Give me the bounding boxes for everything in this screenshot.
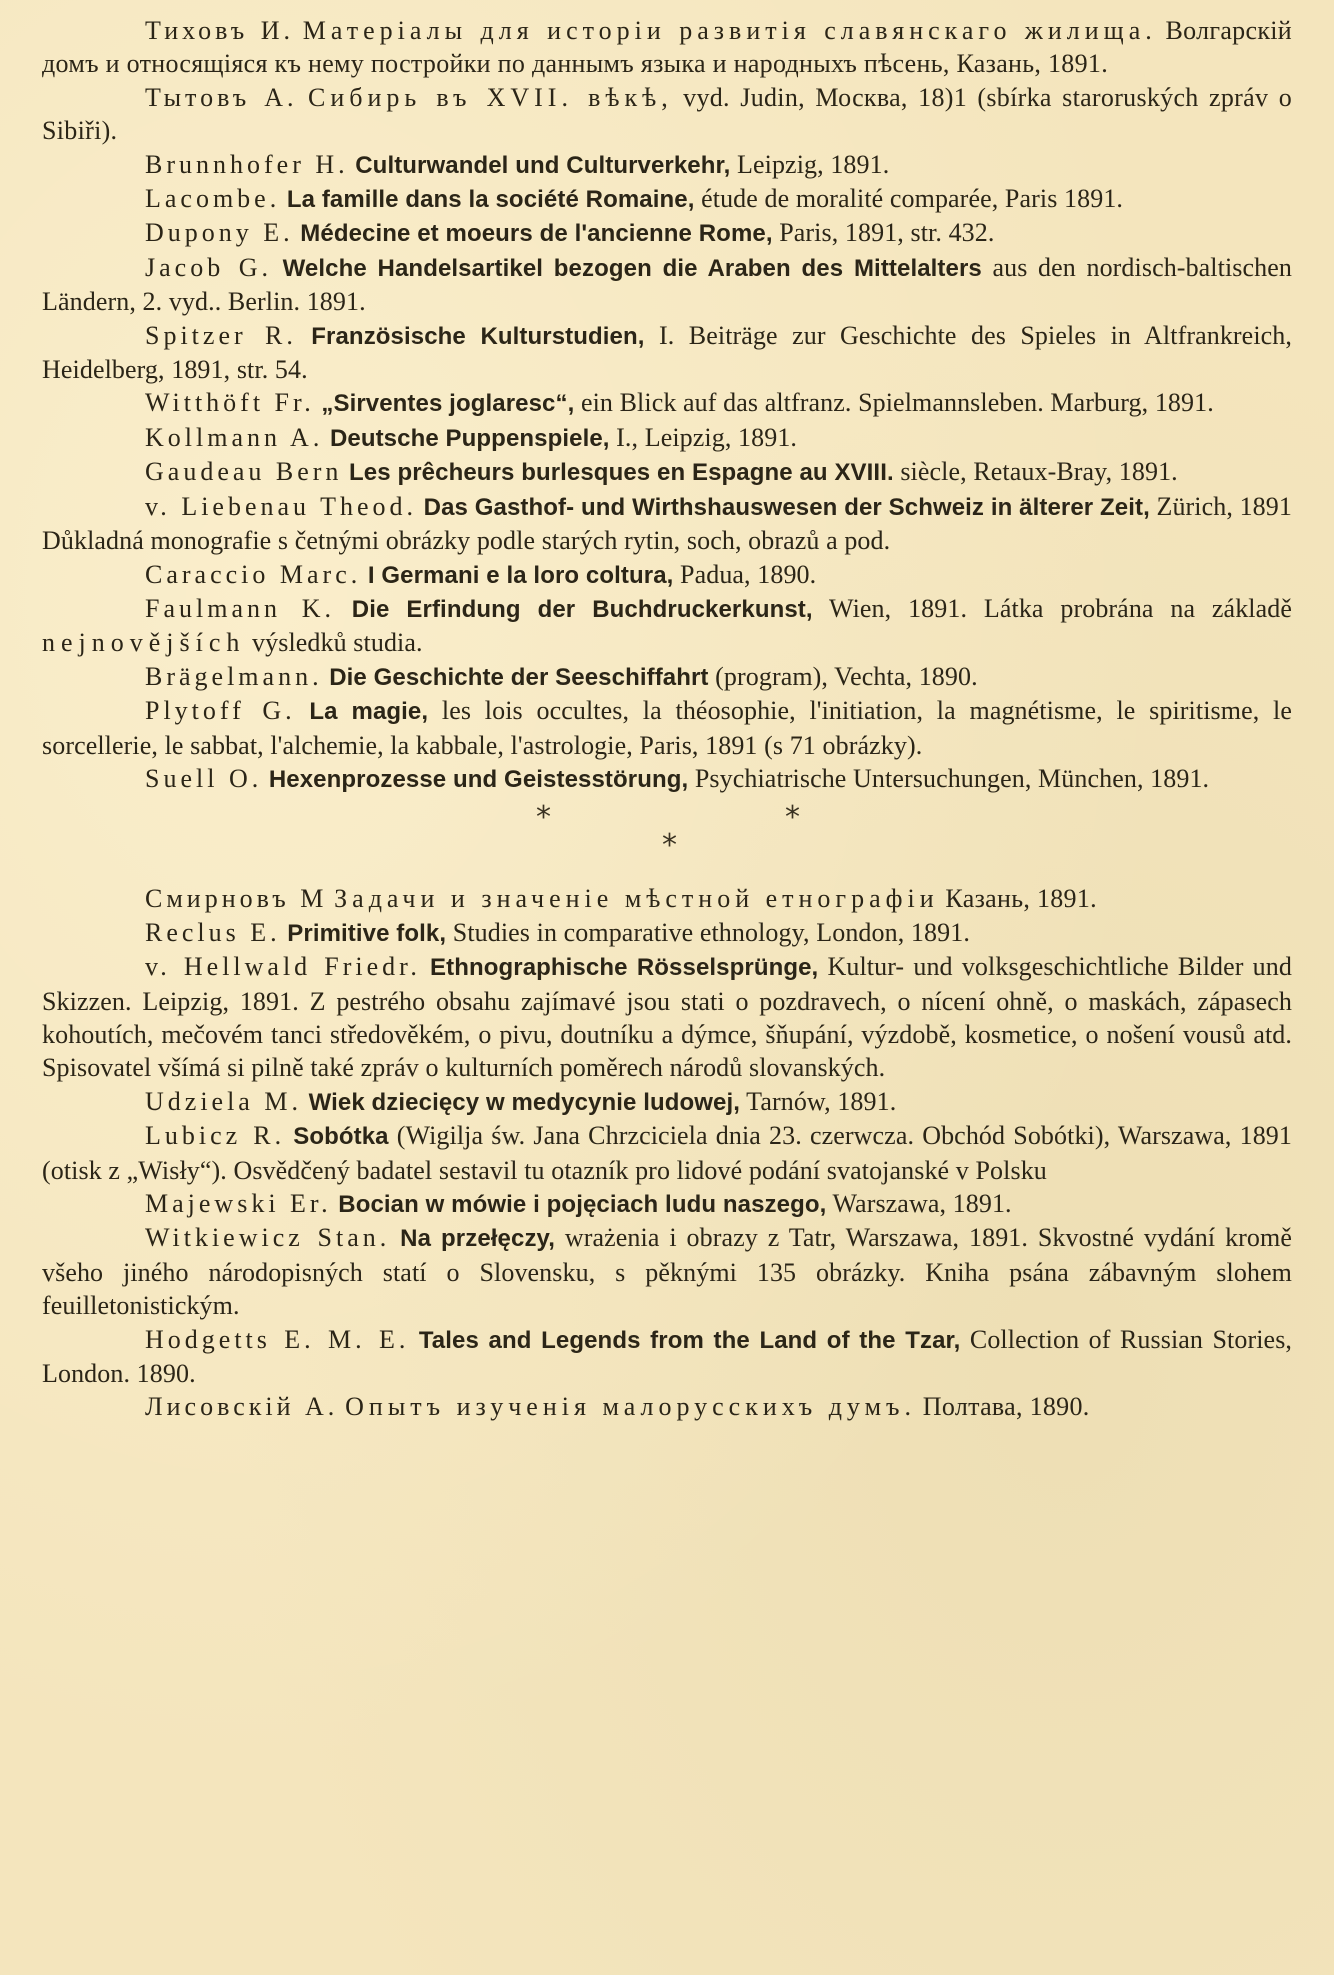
entry-author: Тиховъ И. bbox=[145, 16, 294, 45]
entry-title: Die Geschichte der Seeschiffahrt bbox=[329, 663, 709, 691]
entry-title: Сибирь въ XVII. вѣкѣ, bbox=[308, 82, 673, 112]
entry-details: (Wigilja św. Jana Chrzciciela dnia 23. czerwcza. Obchód Sobótki), Warszawa, 1891 (otisk z „Wisły“). Osvědčený badatel sestavil tu otazník pro lidové podání svatojanské v Polsku bbox=[42, 1121, 1292, 1185]
entry-details: Warszawa, 1891. bbox=[826, 1189, 1012, 1218]
entry-details: I., Leipzig, 1891. bbox=[609, 422, 798, 452]
entry-details: I. Beiträge zur Geschichte des Spieles in Altfrankreich, Heidelberg, 1891, str. 54. bbox=[42, 320, 1292, 385]
bibliography-list-part2 bbox=[42, 882, 1292, 1424]
entry-title: La famille dans la société Romaine, bbox=[286, 186, 695, 214]
entry-details: étude de moralité comparée, Paris 1891. bbox=[694, 184, 1124, 214]
entry-details: (program), Vechta, 1890. bbox=[708, 661, 978, 691]
entry-author: Witthöft Fr. bbox=[145, 388, 315, 418]
entry-author: Faulmann K. bbox=[145, 593, 335, 623]
entry-title: Die Erfindung der Buchdruckerkunst, bbox=[351, 595, 813, 623]
entry-details: Collection of Russian Stories, London. 1890. bbox=[42, 1324, 1293, 1389]
entry-title: Tales and Legends from the Land of the Tzar, bbox=[418, 1326, 961, 1354]
bibliography-entry bbox=[42, 1119, 1292, 1187]
entry-details: vyd. Judin, Москва, 18)1 (sbírka staroruských zpráv o Sibiři). bbox=[42, 82, 1292, 146]
entry-details: les lois occultes, la théosophie, l'initiation, la magnétisme, le spiritisme, le sorcellerie, le sabbat, l'alchemie, la kabbale, l'astrologie, Paris, 1891 (s 71 obrázky). bbox=[42, 696, 1293, 760]
entry-details: Psychiatrische Untersuchungen, München, 1891. bbox=[688, 763, 1210, 793]
entry-author: Kollmann A. bbox=[145, 422, 324, 452]
entry-author: Lubicz R. bbox=[145, 1121, 286, 1151]
entry-title: Ethnographische Rösselsprünge, bbox=[430, 954, 819, 982]
entry-author: Hodgetts E. M. E. bbox=[145, 1324, 410, 1354]
bibliography-entry bbox=[42, 1221, 1292, 1322]
bibliography-entry bbox=[42, 490, 1292, 558]
entry-details-continued: výsledků studia. bbox=[245, 628, 423, 658]
entry-details: ein Blick auf das altfranz. Spielmannsleben. Marburg, 1891. bbox=[574, 388, 1214, 418]
bibliography-entry bbox=[42, 81, 1292, 148]
entry-author: Brägelmann. bbox=[145, 661, 323, 691]
bibliography-entry bbox=[42, 216, 1292, 250]
entry-author: Lacombe. bbox=[145, 184, 281, 214]
entry-title: Französische Kulturstudien, bbox=[311, 322, 645, 350]
separator-asterisk: * bbox=[785, 800, 800, 836]
entry-title: Les prêcheurs burlesques en Espagne au XVIII. bbox=[349, 459, 894, 487]
entry-details: Tarnów, 1891. bbox=[740, 1086, 897, 1116]
entry-title: Médecine et moeurs de l'ancienne Rome, bbox=[300, 220, 773, 248]
entry-details: Kultur- und volksgeschichtliche Bilder und Skizzen. Leipzig, 1891. Z pestrého obsahu zajímavé jsou stati o pozdravech, o nícení ohně, o maskách, zápasech kohoutích, mečovém tanci středověkém, o pivu, doutníku a dýmce, šňupání, výzdobě, kosmetice, o nošení vousů atd. Spisovatel všímá si pilně také zpráv o kulturních poměrech národů slovanských. bbox=[42, 952, 1292, 1083]
entry-author: Лисовскій А. bbox=[145, 1392, 339, 1422]
entry-title: Матеріалы для исторіи развитія славянскаго жилища. bbox=[302, 16, 1157, 45]
entry-title: Sobótka bbox=[293, 1123, 389, 1151]
bibliography-entry bbox=[42, 916, 1292, 950]
bibliography-entry bbox=[42, 592, 1292, 660]
bibliography-entry bbox=[42, 950, 1292, 1085]
entry-author: Spitzer R. bbox=[145, 320, 297, 350]
entry-title: Hexenprozesse und Geistesstörung, bbox=[268, 765, 689, 793]
entry-title: Bocian w mówie i pojęciach ludu naszego, bbox=[338, 1191, 827, 1218]
bibliography-entry bbox=[42, 148, 1292, 182]
entry-emphasis: nejnovějších bbox=[42, 628, 246, 658]
entry-author: Suell O. bbox=[145, 763, 263, 793]
entry-author: Gaudeau Bern bbox=[145, 457, 343, 487]
bibliography-entry bbox=[42, 421, 1292, 455]
bibliography-entry bbox=[42, 455, 1292, 489]
entry-title: I Germani e la loro coltura, bbox=[367, 561, 674, 589]
bibliography-list-part1 bbox=[42, 14, 1292, 796]
entry-title: Na przełęczy, bbox=[400, 1225, 555, 1253]
entry-details: Zürich, 1891 Důkladná monografie s četnými obrázky podle starých rytin, soch, obrazů a pod. bbox=[42, 491, 1292, 556]
entry-title: Welche Handelsartikel bezogen die Araben des Mittelalters bbox=[282, 254, 982, 282]
entry-title: „Sirventes joglaresc“, bbox=[321, 390, 575, 418]
bibliography-entry bbox=[42, 660, 1292, 694]
entry-title: Das Gasthof- und Wirthshauswesen der Schweiz in älterer Zeit, bbox=[423, 493, 1150, 521]
section-separator bbox=[42, 800, 1292, 876]
entry-author: Reclus E. bbox=[145, 917, 281, 947]
entry-details: Studies in comparative ethnology, London, 1891. bbox=[446, 917, 970, 947]
entry-title: La magie, bbox=[309, 698, 429, 726]
bibliography-entry bbox=[42, 1085, 1292, 1119]
entry-author: Plytoff G. bbox=[145, 696, 296, 726]
bibliography-entry bbox=[42, 182, 1292, 216]
bibliography-entry bbox=[42, 882, 1292, 915]
entry-details: aus den nordisch-baltischen Ländern, 2. vyd.. Berlin. 1891. bbox=[42, 252, 1292, 317]
entry-title: Deutsche Puppenspiele, bbox=[329, 424, 610, 452]
entry-details: Волгарскій домъ и относящіяся къ нему постройки по даннымъ языка и народныхъ пѣсень, Казань, 1891. bbox=[42, 16, 1292, 79]
entry-author: Тытовъ А. bbox=[145, 82, 298, 112]
bibliography-entry bbox=[42, 694, 1292, 762]
entry-title: Задачи и значеніе мѣстной етнографіи bbox=[334, 884, 939, 914]
entry-author: Смирновъ М bbox=[145, 884, 328, 914]
bibliography-entry bbox=[42, 1390, 1292, 1423]
bibliography-entry bbox=[42, 558, 1292, 592]
entry-details: siècle, Retaux-Bray, 1891. bbox=[893, 457, 1178, 487]
entry-author: v. Liebenau Theod. bbox=[145, 491, 418, 521]
entry-details: Padua, 1890. bbox=[673, 559, 817, 589]
entry-details: Paris, 1891, str. 432. bbox=[772, 218, 995, 248]
bibliography-page bbox=[42, 14, 1292, 1424]
entry-author: Jacob G. bbox=[145, 252, 272, 282]
entry-author: Dupony E. bbox=[145, 218, 294, 248]
bibliography-entry bbox=[42, 251, 1292, 319]
entry-details: Leipzig, 1891. bbox=[730, 149, 890, 179]
bibliography-entry bbox=[42, 14, 1292, 81]
entry-title: Опытъ изученія малорусскихъ думъ. bbox=[345, 1392, 916, 1422]
entry-title: Culturwandel und Culturverkehr, bbox=[355, 151, 731, 179]
entry-author: Witkiewicz Stan. bbox=[145, 1223, 391, 1253]
entry-author: Caraccio Marc. bbox=[145, 559, 362, 589]
entry-details: wrażenia i obrazy z Tatr, Warszawa, 1891. Skvostné vydání kromě všeho jiného národopisných statí o Slovensku, s pěknými 135 obrázky. Kniha psána zábavným slohem feuilletonistickým. bbox=[42, 1223, 1292, 1321]
entry-title: Wiek dziecięcy w medycynie ludowej, bbox=[308, 1088, 741, 1116]
bibliography-entry bbox=[42, 1187, 1292, 1221]
entry-author: Udziela M. bbox=[145, 1086, 302, 1116]
bibliography-entry bbox=[42, 1323, 1292, 1391]
separator-asterisk: * bbox=[536, 800, 551, 836]
entry-details: Полтава, 1890. bbox=[915, 1392, 1090, 1422]
entry-details: Wien, 1891. Látka probrána na základě bbox=[812, 593, 1292, 623]
bibliography-entry bbox=[42, 762, 1292, 796]
entry-author: Majewski Er. bbox=[145, 1189, 332, 1218]
entry-author: v. Hellwald Friedr. bbox=[145, 952, 421, 982]
bibliography-entry bbox=[42, 319, 1292, 387]
entry-author: Brunnhofer H. bbox=[145, 149, 349, 179]
entry-title: Primitive folk, bbox=[287, 919, 447, 947]
separator-asterisk: * bbox=[662, 828, 677, 864]
bibliography-entry bbox=[42, 386, 1292, 420]
entry-details: Казань, 1891. bbox=[938, 884, 1097, 914]
